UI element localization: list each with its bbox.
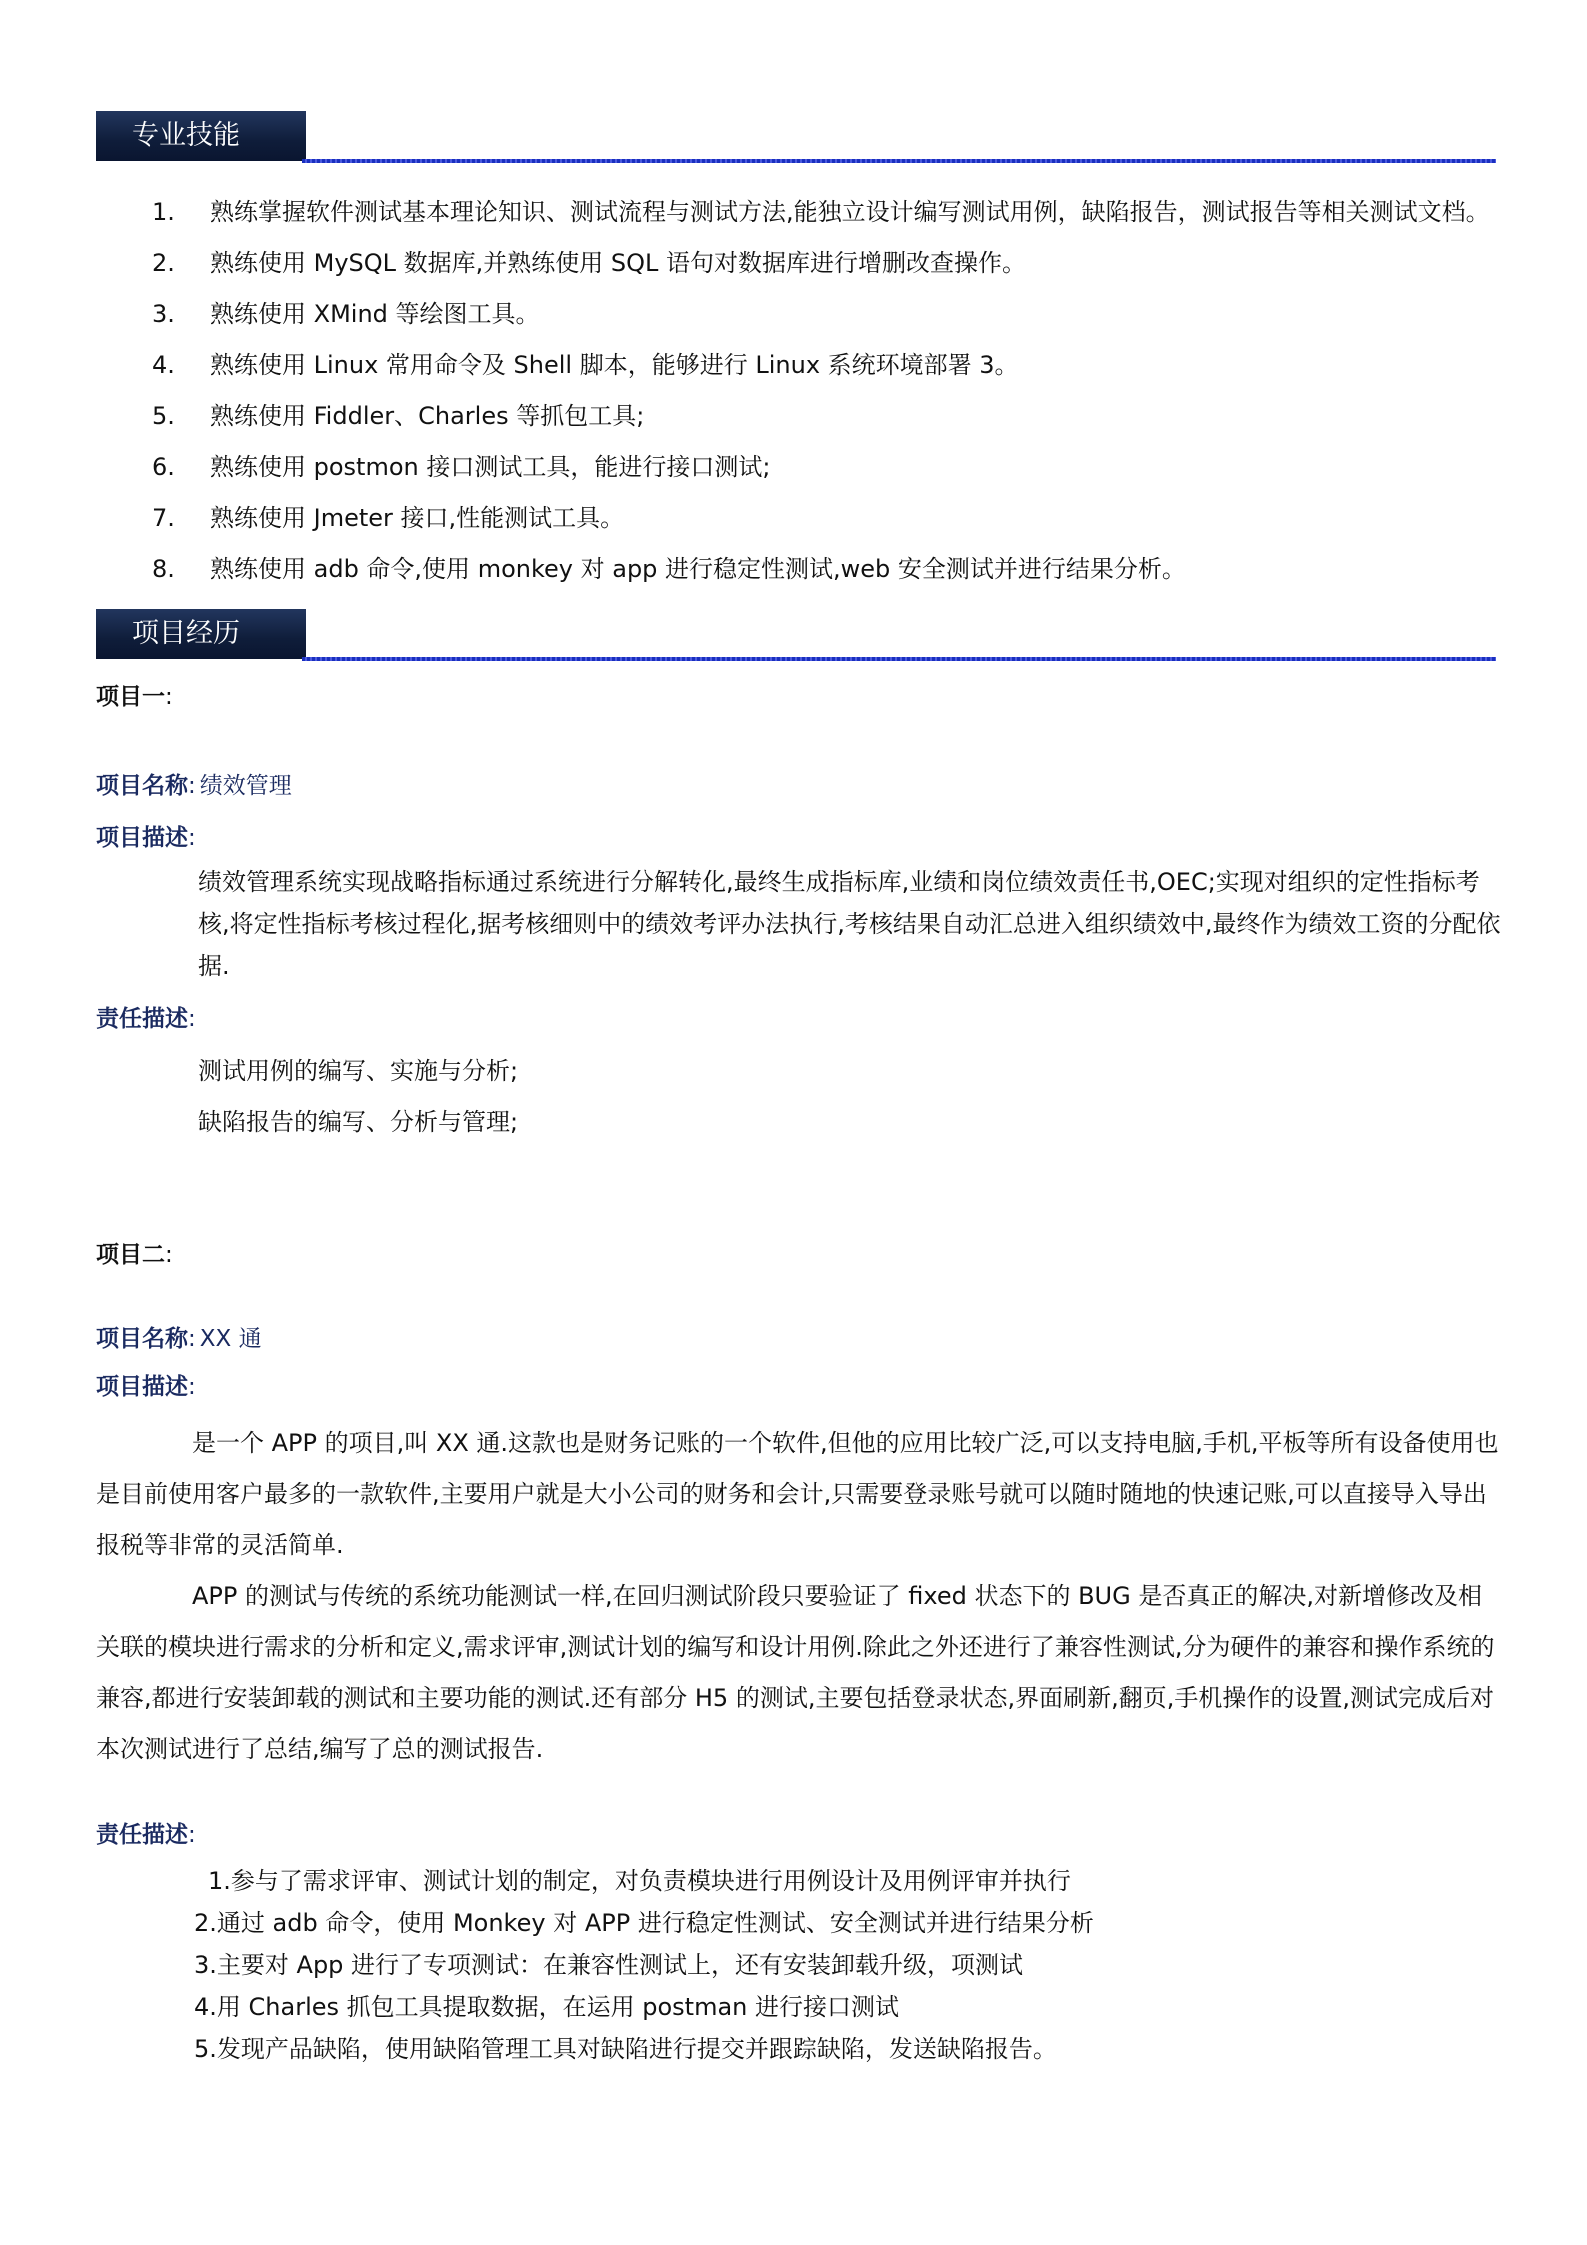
list-item: 8. 熟练使用 adb 命令,使用 monkey 对 app 进行稳定性测试,web 安全测试并进行结果分析。: [152, 555, 1186, 583]
skills-list: [152, 192, 1512, 600]
project1-heading: 项目一:: [96, 684, 173, 710]
list-item: 5. 熟练使用 Fiddler、Charles 等抓包工具;: [152, 402, 645, 430]
projects-section-header: [96, 609, 1496, 663]
project2-duty-item: 3.主要对 App 进行了专项测试：在兼容性测试上，还有安装卸载升级，项测试: [194, 1951, 1024, 1979]
project1-name: 项目名称: 绩效管理: [96, 773, 292, 799]
section-divider: [302, 657, 1496, 661]
project2-duty-item: 5.发现产品缺陷，使用缺陷管理工具对缺陷进行提交并跟踪缺陷，发送缺陷报告。: [194, 2035, 1057, 2063]
skills-section-header: [96, 111, 1496, 165]
project2-name-value: XX 通: [199, 1326, 262, 1352]
project2-duty-item: 4.用 Charles 抓包工具提取数据，在运用 postman 进行接口测试: [194, 1993, 900, 2021]
project1-desc-label: 项目描述:: [96, 825, 196, 851]
project2-duty-item: 2.通过 adb 命令，使用 Monkey 对 APP 进行稳定性测试、安全测试并进行结果分析: [194, 1909, 1094, 1937]
project2-duty-item: 1.参与了需求评审、测试计划的制定，对负责模块进行用例设计及用例评审并执行: [208, 1867, 1071, 1895]
section-divider: [302, 159, 1496, 163]
project1-duty-item: 缺陷报告的编写、分析与管理;: [198, 1108, 519, 1136]
project2-name: 项目名称: XX 通: [96, 1326, 262, 1352]
project2-desc-label: 项目描述:: [96, 1374, 196, 1400]
list-item: 4. 熟练使用 Linux 常用命令及 Shell 脚本，能够进行 Linux 系统环境部署 3。: [152, 351, 1019, 379]
project1-name-value: 绩效管理: [199, 773, 292, 799]
project1-description: 绩效管理系统实现战略指标通过系统进行分解转化,最终生成指标库,业绩和岗位绩效责任书,OEC;实现对组织的定性指标考核,将定性指标考核过程化,据考核细则中的绩效考评办法执行,考核结果自动汇总进入组织绩效中,最终作为绩效工资的分配依据.: [198, 868, 1501, 980]
list-item: 6. 熟练使用 postmon 接口测试工具，能进行接口测试;: [152, 453, 771, 481]
list-item: 1. 熟练掌握软件测试基本理论知识、测试流程与测试方法,能独立设计编写测试用例，缺陷报告，测试报告等相关测试文档。: [152, 198, 1490, 226]
list-item: 7. 熟练使用 Jmeter 接口,性能测试工具。: [152, 504, 625, 532]
project2-heading: 项目二:: [96, 1242, 173, 1268]
project1-duty-label: 责任描述:: [96, 1006, 196, 1032]
project2-description-p2: APP 的测试与传统的系统功能测试一样,在回归测试阶段只要验证了 fixed 状态下的 BUG 是否真正的解决,对新增修改及相关联的模块进行需求的分析和定义,需求评审,测试计划的编写和设计用例.除此之外还进行了兼容性测试,分为硬件的兼容和操作系统的兼容,都进行安装卸载的测试和主要功能的测试.还有部分 H5 的测试,主要包括登录状态,界面刷新,翻页,手机操作的设置,测试完成后对本次测试进行了总结,编写了总的测试报告.: [96, 1582, 1495, 1763]
projects-section-title: 项目经历: [96, 609, 306, 659]
list-item: 3. 熟练使用 XMind 等绘图工具。: [152, 300, 540, 328]
list-item: 2. 熟练使用 MySQL 数据库,并熟练使用 SQL 语句对数据库进行增删改查操作。: [152, 249, 1027, 277]
skills-section-title: 专业技能: [96, 111, 306, 161]
project2-duty-label: 责任描述:: [96, 1822, 196, 1848]
project1-duty-item: 测试用例的编写、实施与分析;: [198, 1057, 519, 1085]
project2-description-p1: 是一个 APP 的项目,叫 XX 通.这款也是财务记账的一个软件,但他的应用比较广泛,可以支持电脑,手机,平板等所有设备使用也是目前使用客户最多的一款软件,主要用户就是大小公司的财务和会计,只需要登录账号就可以随时随地的快速记账,可以直接导入导出报税等非常的灵活简单.: [96, 1429, 1499, 1559]
